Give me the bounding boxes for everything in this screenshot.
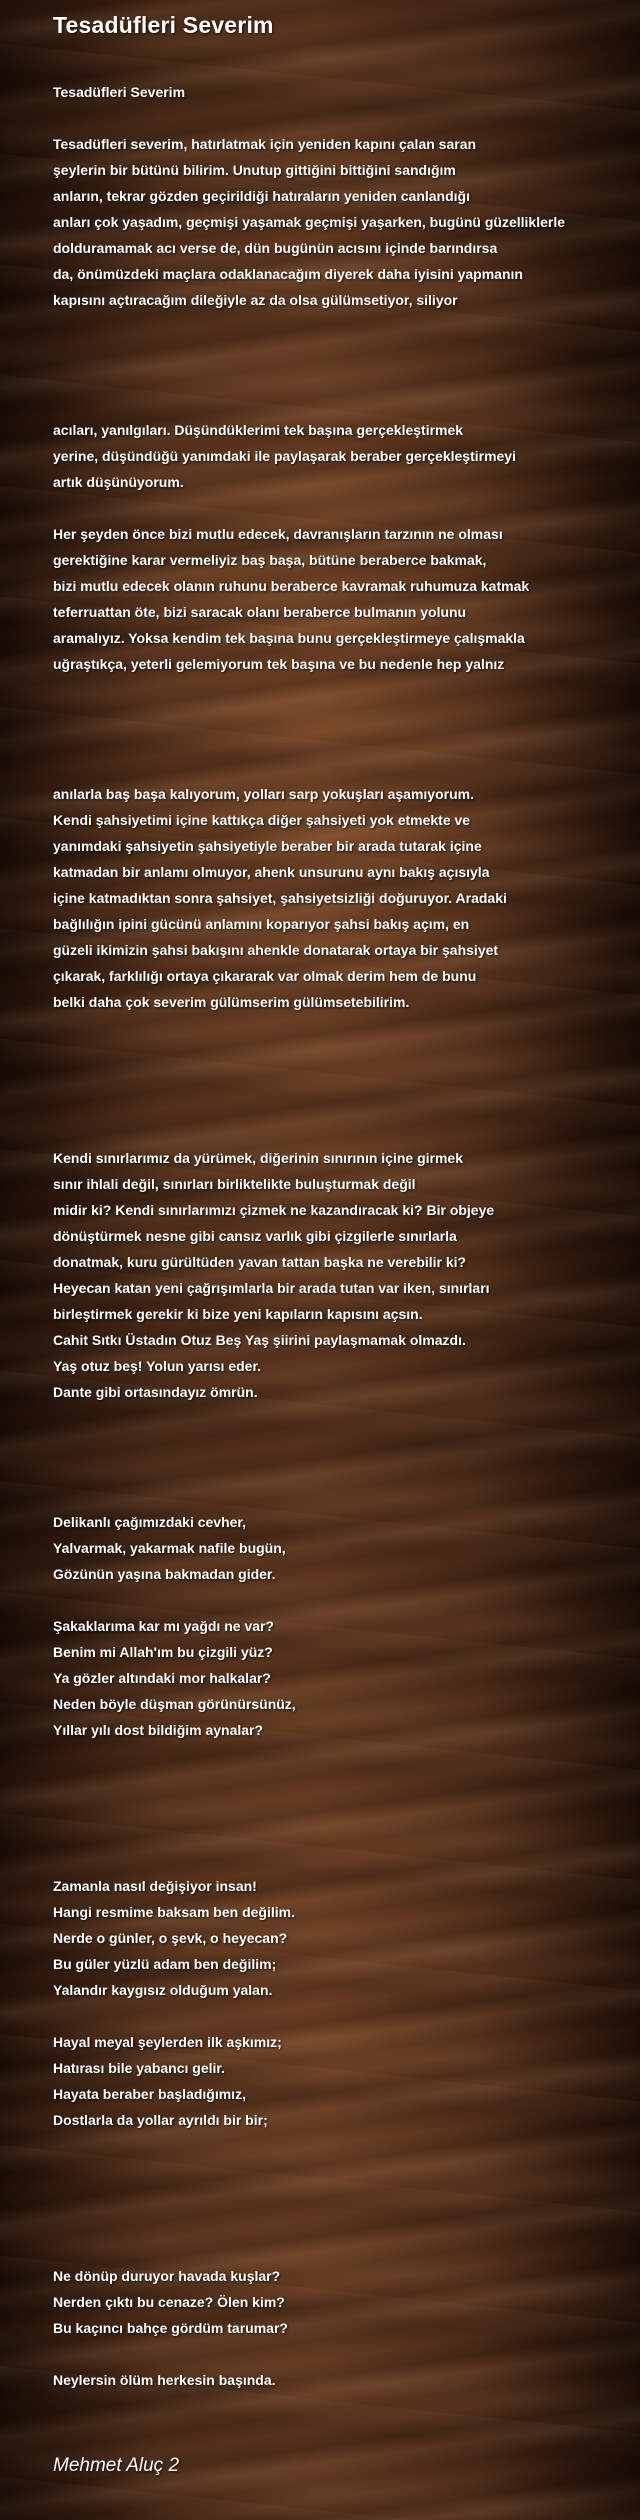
poem-line xyxy=(53,1483,638,1509)
poem-line: Kendi sınırlarımız da yürümek, diğerinin sınırının içine girmek xyxy=(53,1150,463,1166)
poem-line: birleştirmek gerekir ki bize yeni kapıların kapısını açsın. xyxy=(53,1306,423,1322)
poem-line xyxy=(53,2185,638,2211)
poem-line: Kendi şahsiyetimi içine kattıkça diğer şahsiyeti yok etmekte ve xyxy=(53,812,471,828)
poem-line xyxy=(53,1405,638,1431)
poem-line: Bu güler yüzlü adam ben değilim; xyxy=(53,1956,277,1972)
poem-line: Dostlarla da yollar ayrıldı bir bir; xyxy=(53,2112,268,2128)
poem-line: Tesadüfleri severim, hatırlatmak için yeniden kapını çalan saran xyxy=(53,136,477,152)
poem-line xyxy=(53,1119,638,1145)
poem-line: içine katmadıktan sonra şahsiyet, şahsiyetsizliği doğuruyor. Aradaki xyxy=(53,890,507,906)
poem-line xyxy=(53,1847,638,1873)
poem-line xyxy=(53,391,638,417)
poem-line: anları çok yaşadım, geçmişi yaşamak geçmişi yaşarken, bugünü güzelliklerle xyxy=(53,214,566,230)
poem-line: dönüştürmek nesne gibi cansız varlık gibi çizgilerle sınırlarla xyxy=(53,1228,457,1244)
poem-line: Ne dönüp duruyor havada kuşlar? xyxy=(53,2268,281,2284)
poem-line xyxy=(53,339,638,365)
poem-line: Gözünün yaşına bakmadan gider. xyxy=(53,1566,276,1582)
poem-line: katmadan bir anlamı olmuyor, ahenk unsurunu aynı bakış açısıyla xyxy=(53,864,490,880)
poem-line xyxy=(53,2211,638,2237)
poem-line: yerine, düşündüğü yanımdaki ile paylaşarak beraber gerçekleştirmeyi xyxy=(53,448,516,464)
poem-line: Her şeyden önce bizi mutlu edecek, davranışların tarzının ne olması xyxy=(53,526,503,542)
poem-line xyxy=(53,365,638,391)
poem-line: Neylersin ölüm herkesin başında. xyxy=(53,2372,276,2388)
poem-line: belki daha çok severim gülümserim gülümsetebilirim. xyxy=(53,994,410,1010)
poem-line: Nerden çıktı bu cenaze? Ölen kim? xyxy=(53,2294,285,2310)
poem-line: uğraştıkça, yeterli gelemiyorum tek başına ve bu nedenle hep yalnız xyxy=(53,656,505,672)
poem-line: acıları, yanılgıları. Düşündüklerimi tek başına gerçekleştirmek xyxy=(53,422,464,438)
poem-body xyxy=(53,79,638,2393)
poem-line xyxy=(53,2237,638,2263)
poem-line: Yaş otuz beş! Yolun yarısı eder. xyxy=(53,1358,262,1374)
poem-line xyxy=(53,1431,638,1457)
poem-line: şeylerin bir bütünü bilirim. Unutup gittiğini bittiğini sandığım xyxy=(53,162,456,178)
poem-line: anılarla baş başa kalıyorum, yolları sarp yokuşları aşamıyorum. xyxy=(53,786,474,802)
poem-line xyxy=(53,2159,638,2185)
poem-line xyxy=(53,703,638,729)
poem-line: çıkarak, farklılığı ortaya çıkararak var olmak derim hem de bunu xyxy=(53,968,477,984)
poem-line xyxy=(53,1067,638,1093)
poem-line xyxy=(53,755,638,781)
poem-line xyxy=(53,1769,638,1795)
poem-line: gerektiğine karar vermeliyiz baş başa, bütüne beraberce bakmak, xyxy=(53,552,487,568)
poem-line xyxy=(53,1795,638,1821)
poem-line: kapısını açtıracağım dileğiyle az da olsa gülümsetiyor, siliyor xyxy=(53,292,458,308)
poem-line: bizi mutlu edecek olanın ruhunu beraberce kavramak ruhumuza katmak xyxy=(53,578,530,594)
page-title: Tesadüfleri Severim xyxy=(53,12,274,38)
poem-line xyxy=(53,729,638,755)
poem-line: anların, tekrar gözden geçirildiği hatıraların yeniden canlandığı xyxy=(53,188,470,204)
poem-line: Yalandır kaygısız olduğum yalan. xyxy=(53,1982,273,1998)
poem-line: dolduramamak acı verse de, dün bugünün acısını içinde barındırsa xyxy=(53,240,498,256)
poem-line xyxy=(53,1457,638,1483)
poem-line xyxy=(53,1041,638,1067)
poem-line xyxy=(53,677,638,703)
poem-line: artık düşünüyorum. xyxy=(53,474,184,490)
author-signature: Mehmet Aluç 2 xyxy=(53,2455,180,2476)
poem-line: Dante gibi ortasındayız ömrün. xyxy=(53,1384,258,1400)
poem-line: Zamanla nasıl değişiyor insan! xyxy=(53,1878,257,1894)
poem-line: Yıllar yılı dost bildiğim aynalar? xyxy=(53,1722,264,1738)
poem-line xyxy=(53,1743,638,1769)
poem-line: Bu kaçıncı bahçe gördüm tarumar? xyxy=(53,2320,288,2336)
poem-line: Benim mi Allah'ım bu çizgili yüz? xyxy=(53,1644,273,1660)
poem-line xyxy=(53,105,638,131)
poem-line: Yalvarmak, yakarmak nafile bugün, xyxy=(53,1540,286,1556)
poem-line: donatmak, kuru gürültüden yavan tattan başka ne verebilir ki? xyxy=(53,1254,467,1270)
poem-line: aramalıyız. Yoksa kendim tek başına bunu gerçekleştirmeye çalışmakla xyxy=(53,630,525,646)
poem-line xyxy=(53,2341,638,2367)
poem-line: Şakaklarıma kar mı yağdı ne var? xyxy=(53,1618,275,1634)
poem-line xyxy=(53,2003,638,2029)
poem-line: sınır ihlali değil, sınırları birliktelikte buluşturmak değil xyxy=(53,1176,416,1192)
poem-line xyxy=(53,1015,638,1041)
poem-line: Hayal meyal şeylerden ilk aşkımız; xyxy=(53,2034,282,2050)
poem-line: teferruattan öte, bizi saracak olanı beraberce bulmanın yolunu xyxy=(53,604,467,620)
poem-line: bağlılığın ipini gücünü anlamını koparıyor şahsi bakış açım, en xyxy=(53,916,470,932)
poem-line xyxy=(53,313,638,339)
poem-line xyxy=(53,2133,638,2159)
poem-line: Hayata beraber başladığımız, xyxy=(53,2086,246,2102)
poem-line: Tesadüfleri Severim xyxy=(53,84,186,100)
poem-line: güzeli ikimizin şahsi bakışını ahenkle donatarak ortaya bir şahsiyet xyxy=(53,942,499,958)
poem-line: Heyecan katan yeni çağrışımlarla bir arada tutan var iken, sınırları xyxy=(53,1280,490,1296)
poem-line: da, önümüzdeki maçlara odaklanacağım diyerek daha iyisini yapmanın xyxy=(53,266,523,282)
poem-line: midir ki? Kendi sınırlarımızı çizmek ne kazandıracak ki? Bir objeye xyxy=(53,1202,495,1218)
poem-line: Cahit Sıtkı Üstadın Otuz Beş Yaş şiirini paylaşmamak olmazdı. xyxy=(53,1332,466,1348)
poem-line xyxy=(53,1587,638,1613)
poem-line xyxy=(53,495,638,521)
poem-line: Delikanlı çağımızdaki cevher, xyxy=(53,1514,246,1530)
poem-line: Nerde o günler, o şevk, o heyecan? xyxy=(53,1930,288,1946)
poem-line xyxy=(53,1821,638,1847)
poem-line xyxy=(53,1093,638,1119)
poem-line: Neden böyle düşman görünürsünüz, xyxy=(53,1696,296,1712)
poem-line: Hangi resmime baksam ben değilim. xyxy=(53,1904,295,1920)
poem-line: Hatırası bile yabancı gelir. xyxy=(53,2060,225,2076)
poem-line: yanımdaki şahsiyetin şahsiyetiyle beraber bir arada tutarak içine xyxy=(53,838,482,854)
poem-line: Ya gözler altındaki mor halkalar? xyxy=(53,1670,271,1686)
